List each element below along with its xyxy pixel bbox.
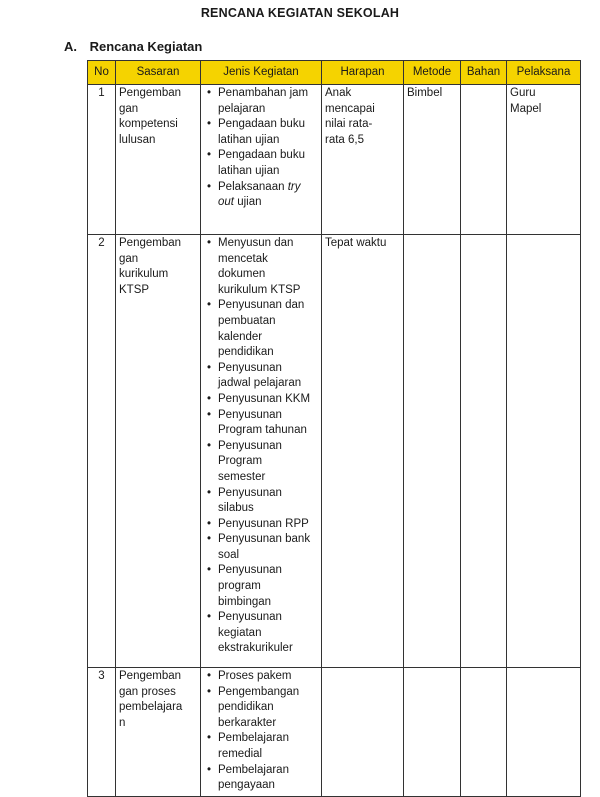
activity-line: • Penyusunan: [218, 564, 282, 577]
activity-line: kurikulum KTSP: [218, 283, 301, 296]
table-row: [88, 235, 581, 668]
activity-line: silabus: [218, 502, 254, 515]
cell-no: 3: [88, 668, 116, 797]
cell-line: Anak: [325, 87, 352, 99]
cell-line: KTSP: [119, 283, 150, 296]
list-item: [218, 610, 318, 657]
cell-line: Tepat waktu: [325, 237, 387, 249]
cell-line: Mapel: [510, 102, 542, 115]
cell-bahan: [461, 235, 507, 668]
table-header-row: [88, 61, 581, 85]
activity-line: Program: [218, 455, 263, 468]
document-title: RENCANA KEGIATAN SEKOLAH: [200, 6, 400, 20]
activity-line: • Penyusunan dan: [218, 299, 305, 312]
cell-bahan: [461, 668, 507, 797]
cell-metode: Bimbel: [404, 85, 461, 235]
list-item: [218, 563, 318, 610]
cell-harapan: [322, 85, 404, 235]
activity-line: • Pengadaan buku: [218, 118, 305, 131]
activity-line: • Penambahan jam: [218, 87, 309, 99]
activity-line: Program tahunan: [218, 424, 307, 437]
activity-line: • Penyusunan: [218, 611, 282, 624]
list-item: [218, 117, 318, 148]
cell-jenis-kegiatan: [201, 85, 322, 235]
cell-pelaksana: [507, 235, 581, 668]
list-item: [218, 763, 318, 794]
list-item: [218, 669, 318, 685]
list-item: [218, 298, 318, 360]
list-item: [218, 731, 318, 762]
activity-line: • Pengembangan: [218, 685, 300, 698]
activity-list: [204, 86, 318, 211]
activity-line: • Penyusunan: [218, 408, 282, 421]
section-label: Rencana Kegiatan: [89, 39, 203, 54]
cell-line: rata 6,5: [325, 133, 364, 146]
list-item: [218, 180, 318, 211]
cell-pelaksana: [507, 85, 581, 235]
header-jenis-kegiatan: Jenis Kegiatan: [201, 61, 322, 85]
activity-line: remedial: [218, 747, 263, 760]
cell-line: Guru: [510, 87, 536, 99]
list-item: [218, 439, 318, 486]
cell-line: Pengemban: [119, 87, 182, 99]
activity-line: bimbingan: [218, 595, 272, 608]
activity-line: • Penyusunan: [218, 439, 282, 452]
activity-line: out ujian: [218, 196, 262, 209]
section-number: A.: [64, 39, 77, 54]
cell-line: Pengemban: [119, 670, 182, 682]
activity-line: latihan ujian: [218, 164, 280, 177]
activity-line: • Penyusunan: [218, 361, 282, 374]
cell-sasaran: [116, 85, 201, 235]
list-item: [218, 517, 318, 533]
activity-line: pendidikan: [218, 701, 274, 714]
cell-metode: [404, 668, 461, 797]
cell-line: Pengemban: [119, 237, 182, 249]
activity-line: • Pengadaan buku: [218, 149, 305, 162]
header-sasaran: Sasaran: [116, 61, 201, 85]
activity-line: program: [218, 580, 261, 593]
cell-pelaksana: [507, 668, 581, 797]
activity-line: • Menyusun dan: [218, 237, 294, 249]
activity-line: dokumen: [218, 268, 266, 281]
list-item: [218, 408, 318, 439]
activity-line: pendidikan: [218, 346, 274, 359]
list-item: [218, 361, 318, 392]
activity-line: pelajaran: [218, 102, 266, 115]
list-item: [218, 392, 318, 408]
list-item: [218, 532, 318, 563]
table-row: [88, 85, 581, 235]
activity-line: soal: [218, 548, 240, 561]
header-pelaksana: Pelaksana: [507, 61, 581, 85]
activity-line: • Penyusunan bank: [218, 533, 311, 546]
activity-line: • Penyusunan: [218, 486, 282, 499]
activity-line: semester: [218, 470, 266, 483]
cell-line: lulusan: [119, 133, 156, 146]
activity-line: • Proses pakem: [218, 670, 292, 682]
list-item: [218, 486, 318, 517]
activity-line: latihan ujian: [218, 133, 280, 146]
cell-line: n: [119, 716, 126, 729]
cell-harapan: [322, 668, 404, 797]
table-row: [88, 668, 581, 797]
section-heading: [64, 39, 202, 54]
cell-harapan: [322, 235, 404, 668]
cell-jenis-kegiatan: [201, 668, 322, 797]
header-bahan: Bahan: [461, 61, 507, 85]
activity-list: [204, 669, 318, 794]
activity-line: • Penyusunan RPP: [218, 517, 309, 530]
activity-line: • Pembelajaran: [218, 732, 289, 745]
cell-line: kompetensi: [119, 118, 178, 131]
list-item: [218, 148, 318, 179]
cell-sasaran: [116, 668, 201, 797]
activity-line: kegiatan: [218, 626, 262, 639]
header-no: No: [88, 61, 116, 85]
activity-line: • Penyusunan KKM: [218, 392, 311, 405]
cell-sasaran: [116, 235, 201, 668]
cell-no: 1: [88, 85, 116, 235]
activity-list: [204, 236, 318, 657]
activity-line: berkarakter: [218, 716, 277, 729]
cell-line: pembelajara: [119, 701, 183, 714]
activity-line: • Pelaksanaan try: [218, 180, 301, 193]
activity-line: ekstrakurikuler: [218, 642, 293, 655]
list-item: [218, 236, 318, 298]
cell-line: gan: [119, 102, 139, 115]
header-harapan: Harapan: [322, 61, 404, 85]
cell-no: 2: [88, 235, 116, 668]
cell-line: gan proses: [119, 685, 176, 698]
cell-line: kurikulum: [119, 268, 169, 281]
cell-bahan: [461, 85, 507, 235]
cell-metode: [404, 235, 461, 668]
activity-line: pengayaan: [218, 779, 275, 792]
cell-line: mencapai: [325, 102, 375, 115]
activity-plan-table: [87, 60, 581, 797]
activity-line: • Pembelajaran: [218, 763, 289, 776]
cell-line: nilai rata-: [325, 118, 373, 131]
cell-line: gan: [119, 252, 139, 265]
activity-line: jadwal pelajaran: [218, 377, 302, 390]
activity-line: mencetak: [218, 252, 268, 265]
list-item: [218, 685, 318, 732]
cell-jenis-kegiatan: [201, 235, 322, 668]
header-metode: Metode: [404, 61, 461, 85]
list-item: [218, 86, 318, 117]
activity-line: pembuatan: [218, 314, 276, 327]
activity-line: kalender: [218, 330, 263, 343]
